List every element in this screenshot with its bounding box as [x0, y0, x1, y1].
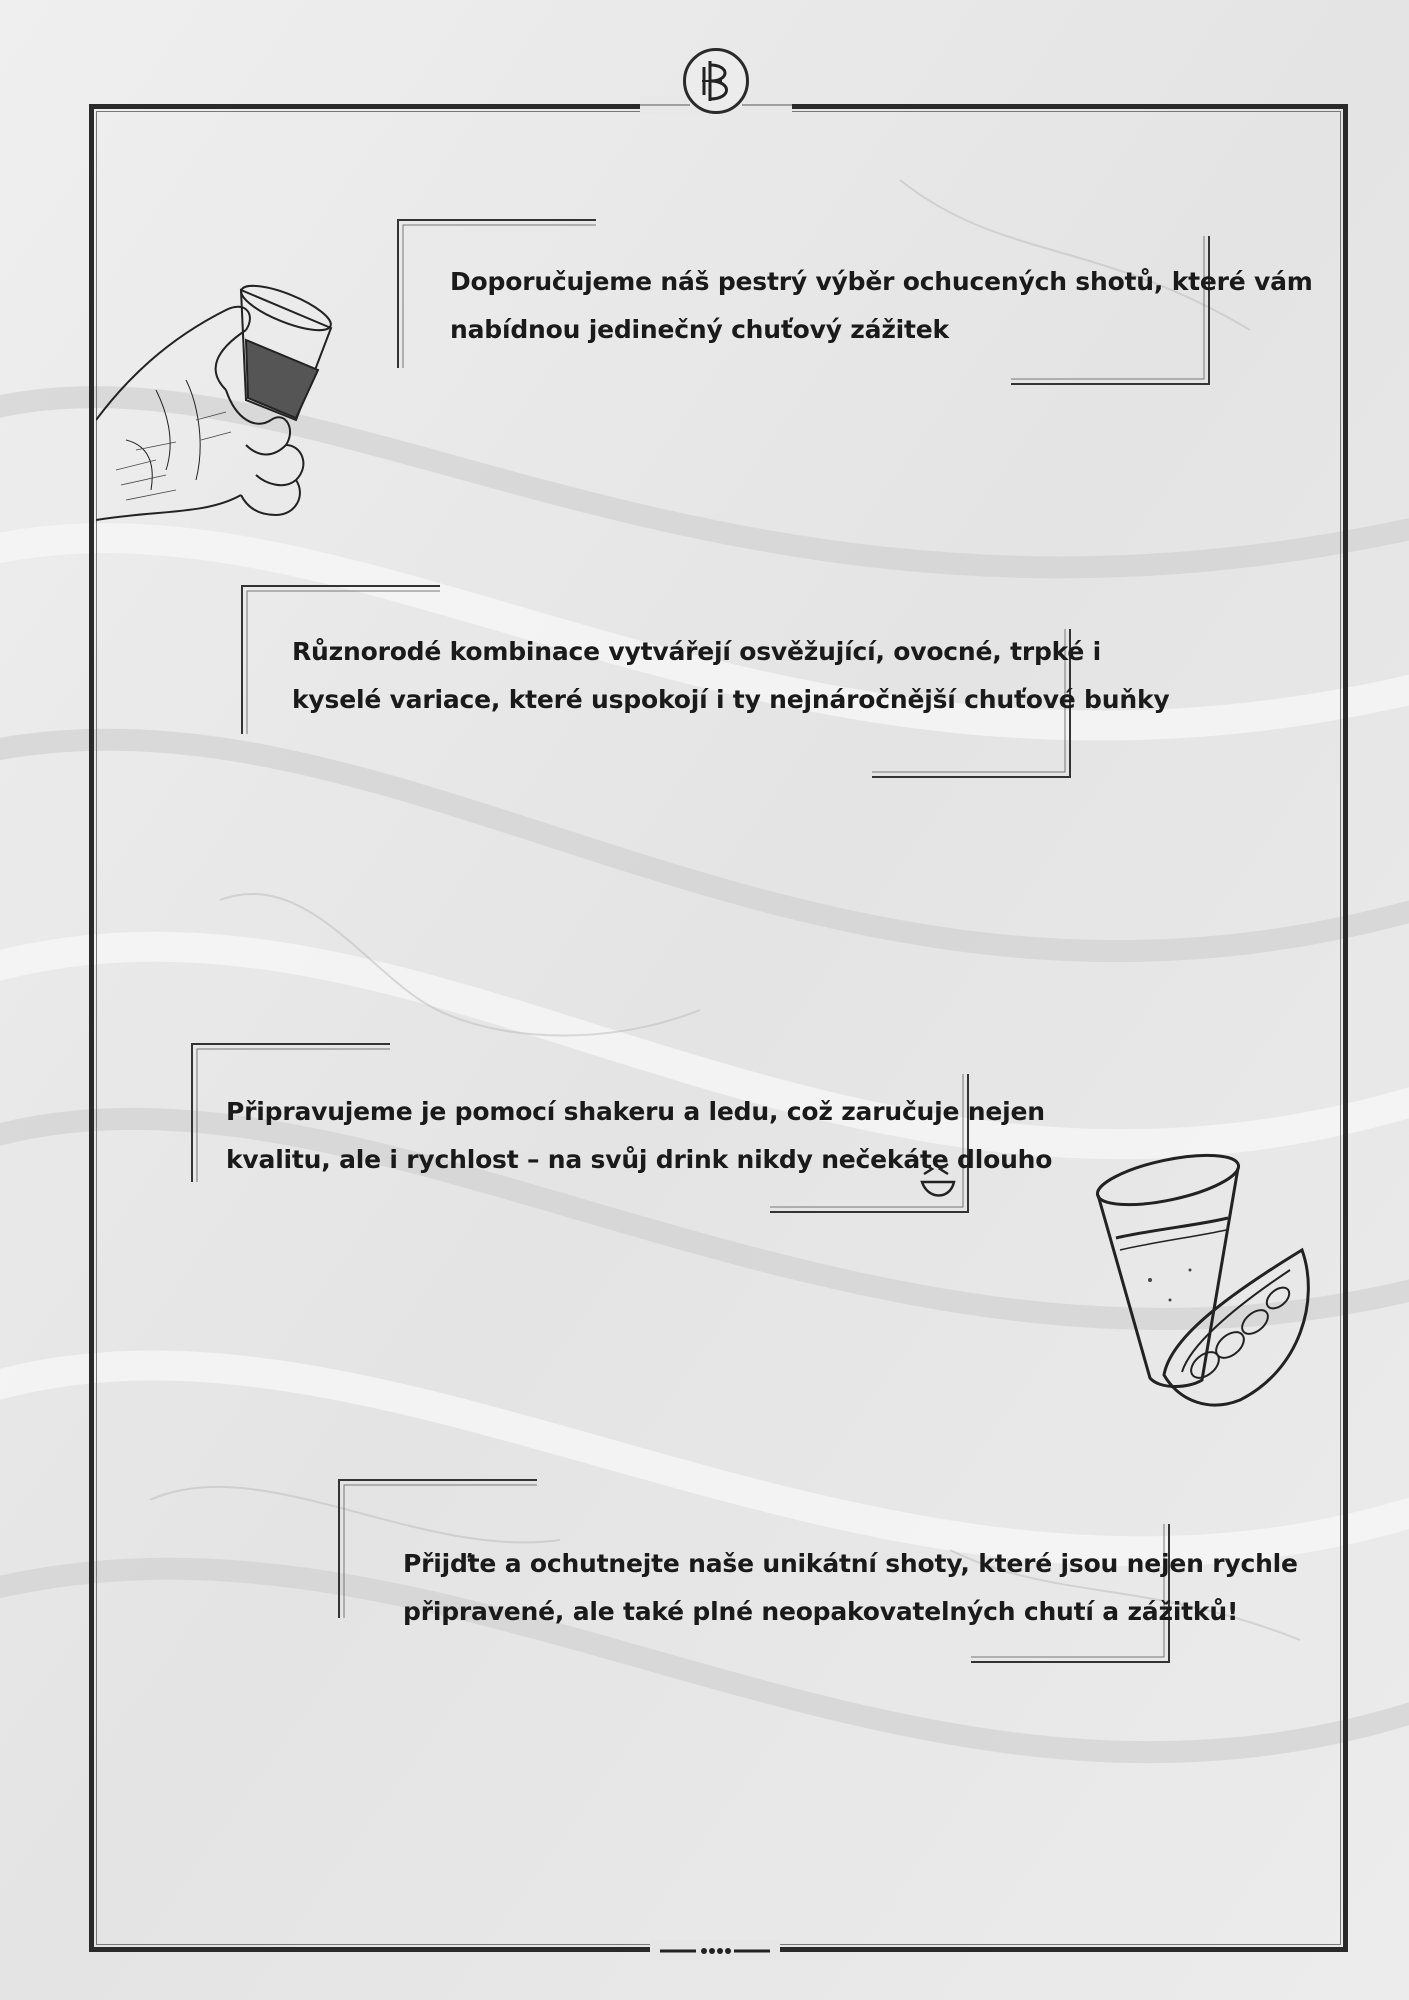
block-2-line-1: Různorodé kombinace vytvářejí osvěžující, ovocné, trpké i — [292, 637, 1102, 666]
text-block-3 — [190, 1042, 1053, 1214]
hand-holding-shot-glass-icon — [96, 270, 386, 532]
block-4-line-1: Přijďte a ochutnejte naše unikátní shoty, které jsou nejen rychle — [403, 1549, 1298, 1578]
block-4-line-2: připravené, ale také plné neopakovatelných chutí a zážitků! — [403, 1597, 1239, 1626]
block-2-line-2: kyselé variace, které uspokojí i ty nejnáročnější chuťové buňky — [292, 685, 1170, 714]
corner-bracket-bottom-right — [1011, 236, 1211, 386]
block-1-line-1: Doporučujeme náš pestrý výběr ochucených shotů, které vám — [450, 267, 1313, 296]
block-3-line-2: kvalitu, ale i rychlost – na svůj drink nikdy nečekáte dlouho — [226, 1145, 1053, 1174]
block-3-line-1: Připravujeme je pomocí shakeru a ledu, což zaručuje nejen — [226, 1097, 1045, 1126]
text-block-4 — [337, 1478, 1298, 1664]
logo-monogram-icon — [686, 51, 746, 111]
text-block-2 — [240, 584, 1170, 779]
block-1-line-2: nabídnou jedinečný chuťový zážitek — [450, 315, 949, 344]
shot-glass-with-lemon-icon — [1090, 1150, 1320, 1415]
logo — [683, 48, 749, 114]
laughing-face-icon — [918, 1154, 962, 1204]
text-block-1 — [396, 218, 1313, 386]
bottom-ornament — [660, 1945, 770, 1957]
